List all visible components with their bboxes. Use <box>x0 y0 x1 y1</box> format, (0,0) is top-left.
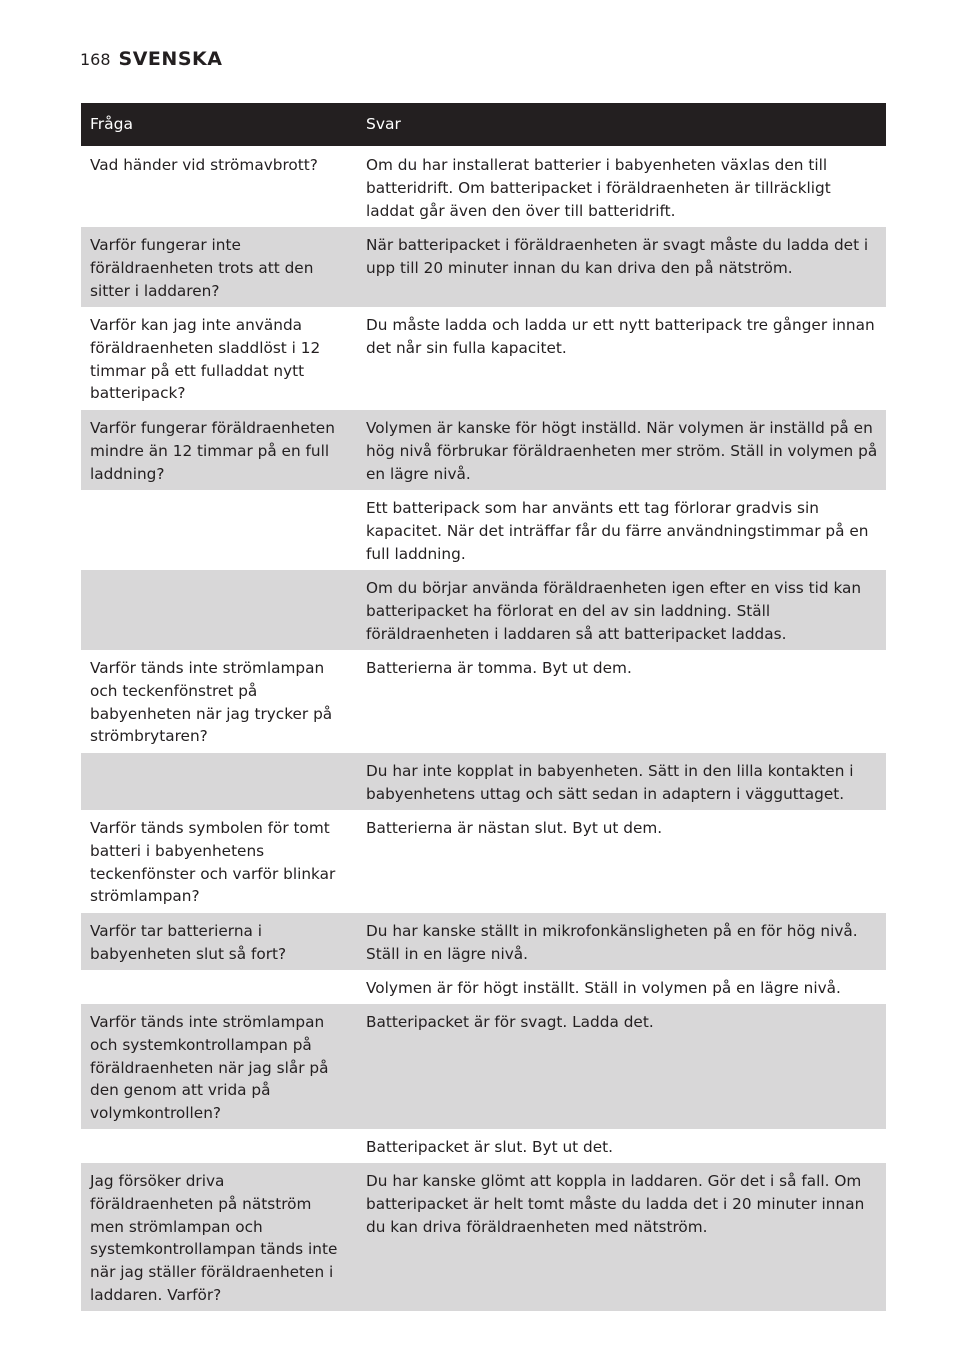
answer-cell: Volymen är för högt inställt. Ställ in volymen på en lägre nivå. <box>366 979 841 997</box>
column-header-answer: Svar <box>366 115 401 134</box>
table-row <box>81 1129 886 1163</box>
question-cell <box>81 977 358 999</box>
table-body <box>81 147 886 1311</box>
question-cell: Vad händer vid strömavbrott? <box>90 156 318 174</box>
table-row <box>81 147 886 227</box>
table-row <box>81 753 886 810</box>
answer-cell: När batteripacket i föräldraenheten är svagt måste du ladda det i upp till 20 minuter innan du kan driva den på nätström. <box>366 236 869 277</box>
question-cell <box>81 577 358 645</box>
table-row <box>81 1163 886 1311</box>
column-header-question: Fråga <box>90 115 133 134</box>
section-title: SVENSKA <box>118 48 223 70</box>
question-cell: Varför tänds symbolen för tomt batteri i babyenhetens teckenfönster och varför blinkar strömlampan? <box>90 819 336 906</box>
question-cell: Varför tar batterierna i babyenheten slut så fort? <box>90 922 287 963</box>
table-row <box>81 810 886 913</box>
table-row <box>81 227 886 307</box>
answer-cell: Batteripacket är för svagt. Ladda det. <box>366 1013 654 1031</box>
table-row <box>81 650 886 753</box>
question-cell: Varför fungerar föräldraenheten mindre än 12 timmar på en full laddning? <box>90 419 335 483</box>
table-row <box>81 410 886 490</box>
page-number: 168 <box>80 50 111 69</box>
question-cell <box>81 497 358 565</box>
table-row <box>81 490 886 570</box>
answer-cell: Du har inte kopplat in babyenheten. Sätt in den lilla kontakten i babyenhetens uttag och sätt sedan in adaptern i vägguttaget. <box>366 762 854 803</box>
table-row <box>81 1004 886 1129</box>
table-row <box>81 570 886 650</box>
question-cell <box>81 1136 358 1158</box>
answer-cell: Du har kanske glömt att koppla in laddaren. Gör det i så fall. Om batteripacket är helt tomt måste du ladda det i 20 minuter innan du kan driva föräldraenheten med nätström. <box>366 1172 865 1236</box>
answer-cell: Batterierna är nästan slut. Byt ut dem. <box>366 819 663 837</box>
table-row <box>81 913 886 970</box>
question-cell: Varför kan jag inte använda föräldraenheten sladdlöst i 12 timmar på ett fulladdat nytt batteripack? <box>90 316 321 403</box>
table-row <box>81 970 886 1004</box>
table-row <box>81 307 886 410</box>
faq-table <box>81 103 886 1311</box>
question-cell: Varför fungerar inte föräldraenheten trots att den sitter i laddaren? <box>90 236 314 300</box>
answer-cell: Om du har installerat batterier i babyenheten växlas den till batteridrift. Om batteripacket i föräldraenheten är tillräckligt laddat går även den över till batteridrift. <box>366 156 831 220</box>
answer-cell: Batteripacket är slut. Byt ut det. <box>366 1138 613 1156</box>
table-header <box>81 103 886 146</box>
question-cell: Varför tänds inte strömlampan och systemkontrollampan på föräldraenheten när jag slår på den genom att vrida på volymkontrollen? <box>90 1013 329 1123</box>
page-header <box>80 48 222 74</box>
answer-cell: Batterierna är tomma. Byt ut dem. <box>366 659 632 677</box>
answer-cell: Volymen är kanske för högt inställd. När volymen är inställd på en hög nivå förbrukar föräldraenheten mer ström. Ställ in volymen på en lägre nivå. <box>366 419 878 483</box>
answer-cell: Du har kanske ställt in mikrofonkänsligheten på en för hög nivå. Ställ in en lägre nivå. <box>366 922 858 963</box>
question-cell: Jag försöker driva föräldraenheten på nätström men strömlampan och systemkontrollampan tänds inte när jag ställer föräldraenheten i laddaren. Varför? <box>90 1172 338 1304</box>
answer-cell: Du måste ladda och ladda ur ett nytt batteripack tre gånger innan det når sin fulla kapacitet. <box>366 316 875 357</box>
question-cell: Varför tänds inte strömlampan och teckenfönstret på babyenheten när jag trycker på strömbrytaren? <box>90 659 333 746</box>
answer-cell: Ett batteripack som har använts ett tag förlorar gradvis sin kapacitet. När det inträffar får du färre användningstimmar på en full laddning. <box>366 499 869 563</box>
answer-cell: Om du börjar använda föräldraenheten igen efter en viss tid kan batteripacket ha förlorat en del av sin laddning. Ställ föräldraenheten i laddaren så att batteripacket laddas. <box>366 579 862 643</box>
question-cell <box>81 760 358 805</box>
